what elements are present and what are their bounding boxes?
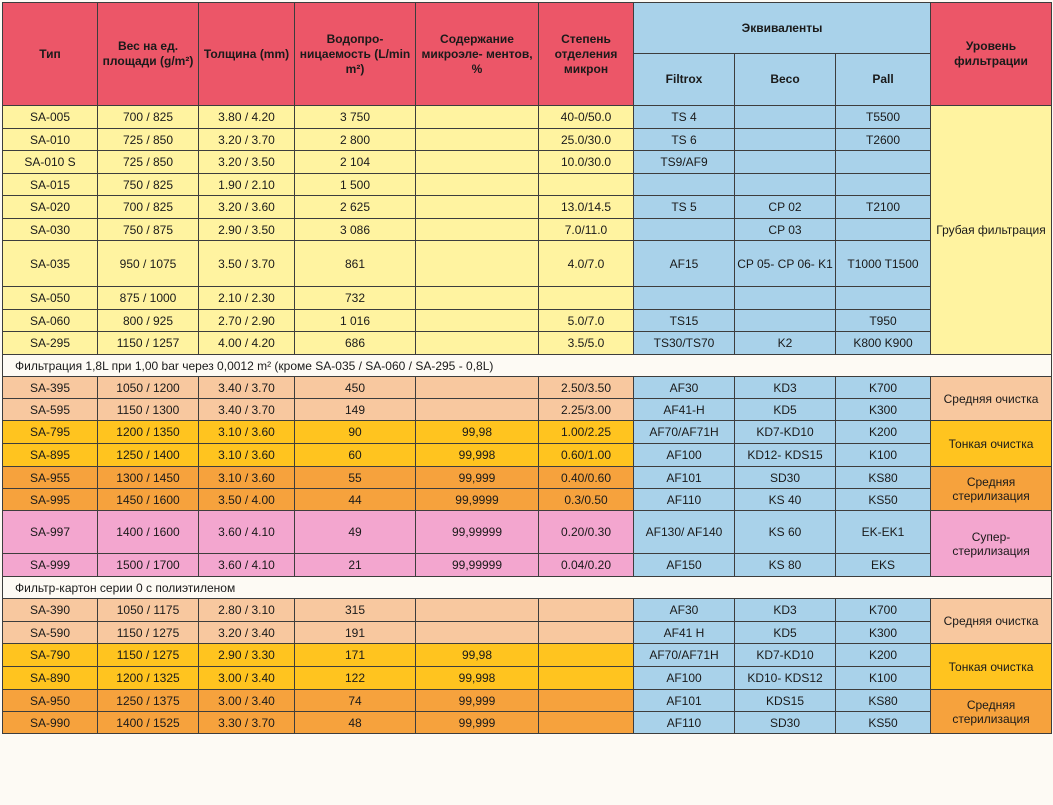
cell-type: SA-015	[3, 174, 98, 196]
cell-separation	[539, 690, 634, 712]
cell-thickness: 3.60 / 4.10	[199, 554, 295, 577]
cell-separation	[539, 287, 634, 310]
cell-permeability: 21	[295, 554, 416, 577]
table-row	[3, 399, 1052, 421]
cell-filtration-level: Средняя стерилизация	[931, 467, 1052, 511]
cell-filtrox: AF30	[634, 599, 735, 622]
cell-filtrox: AF70/AF71H	[634, 644, 735, 667]
cell-thickness: 3.10 / 3.60	[199, 467, 295, 489]
cell-microelements: 99,98	[416, 421, 539, 444]
cell-beco: K2	[735, 332, 836, 355]
cell-filtrox: AF30	[634, 377, 735, 399]
cell-separation: 0.40/0.60	[539, 467, 634, 489]
cell-thickness: 3.50 / 3.70	[199, 241, 295, 287]
cell-weight: 1150 / 1275	[98, 644, 199, 667]
cell-separation	[539, 667, 634, 690]
cell-permeability: 122	[295, 667, 416, 690]
cell-separation: 2.25/3.00	[539, 399, 634, 421]
cell-separation: 5.0/7.0	[539, 310, 634, 332]
cell-microelements	[416, 196, 539, 219]
cell-separation	[539, 174, 634, 196]
cell-type: SA-010 S	[3, 151, 98, 174]
cell-pall: KS50	[836, 489, 931, 511]
cell-type: SA-395	[3, 377, 98, 399]
cell-microelements	[416, 241, 539, 287]
table-row	[3, 511, 1052, 554]
cell-thickness: 3.50 / 4.00	[199, 489, 295, 511]
cell-microelements: 99,9999	[416, 489, 539, 511]
cell-microelements	[416, 129, 539, 151]
cell-thickness: 2.70 / 2.90	[199, 310, 295, 332]
cell-thickness: 3.20 / 3.40	[199, 622, 295, 644]
cell-permeability: 191	[295, 622, 416, 644]
cell-weight: 1200 / 1325	[98, 667, 199, 690]
cell-filtrox: AF130/ AF140	[634, 511, 735, 554]
cell-weight: 1150 / 1275	[98, 622, 199, 644]
cell-separation: 25.0/30.0	[539, 129, 634, 151]
cell-separation	[539, 644, 634, 667]
cell-weight: 725 / 850	[98, 129, 199, 151]
cell-pall: K300	[836, 399, 931, 421]
cell-thickness: 3.30 / 3.70	[199, 712, 295, 734]
cell-thickness: 2.80 / 3.10	[199, 599, 295, 622]
cell-beco: KDS15	[735, 690, 836, 712]
cell-separation: 2.50/3.50	[539, 377, 634, 399]
table-row	[3, 599, 1052, 622]
cell-separation	[539, 622, 634, 644]
cell-permeability: 44	[295, 489, 416, 511]
cell-type: SA-999	[3, 554, 98, 577]
header-pall: Pall	[836, 54, 931, 106]
cell-filtrox: TS 5	[634, 196, 735, 219]
cell-pall: K100	[836, 667, 931, 690]
cell-microelements: 99,99999	[416, 554, 539, 577]
cell-weight: 1050 / 1200	[98, 377, 199, 399]
cell-permeability: 315	[295, 599, 416, 622]
cell-weight: 1250 / 1375	[98, 690, 199, 712]
cell-thickness: 3.20 / 3.50	[199, 151, 295, 174]
cell-beco: KD5	[735, 622, 836, 644]
cell-pall	[836, 287, 931, 310]
cell-pall	[836, 219, 931, 241]
cell-separation: 0.3/0.50	[539, 489, 634, 511]
cell-beco	[735, 106, 836, 129]
cell-beco: KS 80	[735, 554, 836, 577]
table-row	[3, 241, 1052, 287]
cell-thickness: 3.40 / 3.70	[199, 377, 295, 399]
cell-filtration-level: Тонкая очистка	[931, 644, 1052, 690]
cell-separation: 40-0/50.0	[539, 106, 634, 129]
table-row	[3, 287, 1052, 310]
cell-filtrox: AF110	[634, 489, 735, 511]
cell-beco	[735, 287, 836, 310]
header-filtrox: Filtrox	[634, 54, 735, 106]
cell-filtration-level: Средняя очистка	[931, 377, 1052, 421]
table-row	[3, 332, 1052, 355]
cell-filtrox	[634, 174, 735, 196]
cell-beco	[735, 310, 836, 332]
cell-separation	[539, 712, 634, 734]
cell-separation: 1.00/2.25	[539, 421, 634, 444]
cell-thickness: 2.90 / 3.50	[199, 219, 295, 241]
cell-filtrox: TS9/AF9	[634, 151, 735, 174]
cell-separation: 3.5/5.0	[539, 332, 634, 355]
table-note-row	[3, 577, 1052, 599]
cell-microelements	[416, 332, 539, 355]
header-beco: Beco	[735, 54, 836, 106]
cell-pall: KS50	[836, 712, 931, 734]
cell-beco	[735, 151, 836, 174]
cell-type: SA-990	[3, 712, 98, 734]
cell-weight: 700 / 825	[98, 106, 199, 129]
cell-beco: CP 03	[735, 219, 836, 241]
cell-filtration-level: Средняя стерилизация	[931, 690, 1052, 734]
header-weight: Вес на ед. площади (g/m²)	[98, 3, 199, 106]
cell-permeability: 2 625	[295, 196, 416, 219]
cell-pall: EKS	[836, 554, 931, 577]
table-row	[3, 467, 1052, 489]
cell-beco: KS 60	[735, 511, 836, 554]
cell-permeability: 450	[295, 377, 416, 399]
cell-beco: KS 40	[735, 489, 836, 511]
cell-weight: 1200 / 1350	[98, 421, 199, 444]
cell-microelements	[416, 310, 539, 332]
table-row	[3, 196, 1052, 219]
table-row	[3, 106, 1052, 129]
table-note: Фильтрация 1,8L при 1,00 bar через 0,0012 m² (кроме SA-035 / SA-060 / SA-295 - 0,8L)	[3, 355, 1052, 377]
cell-permeability: 60	[295, 444, 416, 467]
cell-weight: 1150 / 1257	[98, 332, 199, 355]
cell-pall: K700	[836, 377, 931, 399]
cell-microelements	[416, 622, 539, 644]
cell-type: SA-895	[3, 444, 98, 467]
cell-pall: K200	[836, 644, 931, 667]
cell-thickness: 3.40 / 3.70	[199, 399, 295, 421]
cell-weight: 1400 / 1600	[98, 511, 199, 554]
header-separation: Степень отделения микрон	[539, 3, 634, 106]
cell-microelements: 99,998	[416, 444, 539, 467]
cell-filtrox	[634, 287, 735, 310]
table-row	[3, 310, 1052, 332]
cell-microelements	[416, 287, 539, 310]
cell-microelements: 99,999	[416, 712, 539, 734]
table-row	[3, 712, 1052, 734]
cell-filtrox: AF101	[634, 690, 735, 712]
cell-pall: EK-EK1	[836, 511, 931, 554]
cell-type: SA-997	[3, 511, 98, 554]
cell-type: SA-955	[3, 467, 98, 489]
cell-weight: 1500 / 1700	[98, 554, 199, 577]
cell-permeability: 2 800	[295, 129, 416, 151]
cell-permeability: 74	[295, 690, 416, 712]
cell-thickness: 3.10 / 3.60	[199, 421, 295, 444]
table-row	[3, 667, 1052, 690]
cell-filtrox: AF101	[634, 467, 735, 489]
cell-type: SA-590	[3, 622, 98, 644]
cell-weight: 1150 / 1300	[98, 399, 199, 421]
cell-pall: T950	[836, 310, 931, 332]
cell-separation: 10.0/30.0	[539, 151, 634, 174]
cell-microelements	[416, 599, 539, 622]
cell-type: SA-795	[3, 421, 98, 444]
header-filtration-level: Уровень фильтрации	[931, 3, 1052, 106]
cell-type: SA-005	[3, 106, 98, 129]
cell-pall: KS80	[836, 467, 931, 489]
cell-filtrox: TS 6	[634, 129, 735, 151]
cell-filtrox: AF41-H	[634, 399, 735, 421]
cell-microelements	[416, 106, 539, 129]
cell-separation	[539, 599, 634, 622]
cell-pall: T2600	[836, 129, 931, 151]
cell-filtrox: AF15	[634, 241, 735, 287]
header-microelements: Содержание микроэле- ментов, %	[416, 3, 539, 106]
cell-weight: 700 / 825	[98, 196, 199, 219]
table-note-row	[3, 355, 1052, 377]
cell-separation: 0.20/0.30	[539, 511, 634, 554]
cell-permeability: 48	[295, 712, 416, 734]
cell-filtrox: AF150	[634, 554, 735, 577]
cell-pall: K800 K900	[836, 332, 931, 355]
cell-weight: 750 / 825	[98, 174, 199, 196]
cell-weight: 1250 / 1400	[98, 444, 199, 467]
cell-permeability: 149	[295, 399, 416, 421]
table-row	[3, 489, 1052, 511]
cell-beco: KD3	[735, 599, 836, 622]
cell-weight: 1450 / 1600	[98, 489, 199, 511]
cell-microelements: 99,999	[416, 690, 539, 712]
table-body	[3, 106, 1052, 734]
cell-pall: K100	[836, 444, 931, 467]
cell-thickness: 2.90 / 3.30	[199, 644, 295, 667]
cell-filtrox: TS15	[634, 310, 735, 332]
table-row	[3, 174, 1052, 196]
cell-pall: T2100	[836, 196, 931, 219]
cell-weight: 750 / 875	[98, 219, 199, 241]
cell-thickness: 1.90 / 2.10	[199, 174, 295, 196]
cell-thickness: 3.00 / 3.40	[199, 690, 295, 712]
table-row	[3, 219, 1052, 241]
table-row	[3, 444, 1052, 467]
cell-weight: 1400 / 1525	[98, 712, 199, 734]
cell-weight: 950 / 1075	[98, 241, 199, 287]
cell-thickness: 3.80 / 4.20	[199, 106, 295, 129]
cell-microelements	[416, 399, 539, 421]
cell-permeability: 686	[295, 332, 416, 355]
cell-microelements: 99,999	[416, 467, 539, 489]
cell-type: SA-010	[3, 129, 98, 151]
table-row	[3, 644, 1052, 667]
cell-type: SA-020	[3, 196, 98, 219]
cell-type: SA-995	[3, 489, 98, 511]
cell-type: SA-595	[3, 399, 98, 421]
cell-microelements	[416, 219, 539, 241]
cell-pall	[836, 151, 931, 174]
table-row	[3, 421, 1052, 444]
filter-spec-table	[2, 2, 1052, 734]
cell-permeability: 3 086	[295, 219, 416, 241]
cell-beco: KD5	[735, 399, 836, 421]
cell-type: SA-390	[3, 599, 98, 622]
cell-filtration-level: Грубая фильтрация	[931, 106, 1052, 355]
cell-separation: 13.0/14.5	[539, 196, 634, 219]
cell-permeability: 49	[295, 511, 416, 554]
cell-permeability: 90	[295, 421, 416, 444]
cell-type: SA-790	[3, 644, 98, 667]
cell-separation: 0.60/1.00	[539, 444, 634, 467]
cell-permeability: 861	[295, 241, 416, 287]
cell-microelements	[416, 174, 539, 196]
cell-weight: 875 / 1000	[98, 287, 199, 310]
cell-thickness: 3.60 / 4.10	[199, 511, 295, 554]
cell-beco: KD12- KDS15	[735, 444, 836, 467]
cell-microelements	[416, 151, 539, 174]
cell-microelements	[416, 377, 539, 399]
cell-thickness: 3.20 / 3.60	[199, 196, 295, 219]
header-equivalents: Эквиваленты	[634, 3, 931, 54]
table-row	[3, 377, 1052, 399]
table-row	[3, 129, 1052, 151]
cell-beco: CP 02	[735, 196, 836, 219]
cell-thickness: 2.10 / 2.30	[199, 287, 295, 310]
cell-filtrox: AF100	[634, 444, 735, 467]
header-permeability: Водопро- ницаемость (L/min m²)	[295, 3, 416, 106]
cell-microelements: 99,99999	[416, 511, 539, 554]
table-note: Фильтр-картон серии 0 с полиэтиленом	[3, 577, 1052, 599]
cell-filtration-level: Средняя очистка	[931, 599, 1052, 644]
cell-pall: K200	[836, 421, 931, 444]
cell-pall	[836, 174, 931, 196]
cell-beco: SD30	[735, 712, 836, 734]
cell-filtration-level: Супер- стерилизация	[931, 511, 1052, 577]
cell-filtrox: AF110	[634, 712, 735, 734]
cell-permeability: 1 500	[295, 174, 416, 196]
cell-weight: 800 / 925	[98, 310, 199, 332]
cell-thickness: 3.20 / 3.70	[199, 129, 295, 151]
cell-filtrox: TS30/TS70	[634, 332, 735, 355]
cell-type: SA-035	[3, 241, 98, 287]
cell-beco	[735, 129, 836, 151]
cell-beco: SD30	[735, 467, 836, 489]
cell-filtration-level: Тонкая очистка	[931, 421, 1052, 467]
cell-thickness: 3.10 / 3.60	[199, 444, 295, 467]
cell-beco: KD3	[735, 377, 836, 399]
cell-pall: KS80	[836, 690, 931, 712]
cell-type: SA-295	[3, 332, 98, 355]
cell-microelements: 99,98	[416, 644, 539, 667]
cell-weight: 725 / 850	[98, 151, 199, 174]
cell-pall: K700	[836, 599, 931, 622]
table-row	[3, 151, 1052, 174]
cell-type: SA-050	[3, 287, 98, 310]
cell-thickness: 4.00 / 4.20	[199, 332, 295, 355]
cell-pall: T1000 T1500	[836, 241, 931, 287]
cell-filtrox: TS 4	[634, 106, 735, 129]
cell-type: SA-030	[3, 219, 98, 241]
table-row	[3, 554, 1052, 577]
cell-type: SA-060	[3, 310, 98, 332]
cell-permeability: 3 750	[295, 106, 416, 129]
cell-filtrox	[634, 219, 735, 241]
cell-thickness: 3.00 / 3.40	[199, 667, 295, 690]
table-row	[3, 690, 1052, 712]
cell-type: SA-950	[3, 690, 98, 712]
cell-weight: 1300 / 1450	[98, 467, 199, 489]
cell-pall: K300	[836, 622, 931, 644]
table-row	[3, 622, 1052, 644]
cell-weight: 1050 / 1175	[98, 599, 199, 622]
cell-permeability: 2 104	[295, 151, 416, 174]
cell-permeability: 171	[295, 644, 416, 667]
cell-separation: 0.04/0.20	[539, 554, 634, 577]
cell-beco: KD7-KD10	[735, 644, 836, 667]
cell-filtrox: AF100	[634, 667, 735, 690]
cell-permeability: 732	[295, 287, 416, 310]
cell-beco: KD7-KD10	[735, 421, 836, 444]
cell-microelements: 99,998	[416, 667, 539, 690]
cell-permeability: 55	[295, 467, 416, 489]
cell-filtrox: AF41 H	[634, 622, 735, 644]
cell-pall: T5500	[836, 106, 931, 129]
cell-beco: CP 05- CP 06- K1	[735, 241, 836, 287]
cell-type: SA-890	[3, 667, 98, 690]
cell-separation: 7.0/11.0	[539, 219, 634, 241]
header-type: Тип	[3, 3, 98, 106]
cell-separation: 4.0/7.0	[539, 241, 634, 287]
cell-filtrox: AF70/AF71H	[634, 421, 735, 444]
cell-beco	[735, 174, 836, 196]
cell-permeability: 1 016	[295, 310, 416, 332]
cell-beco: KD10- KDS12	[735, 667, 836, 690]
header-thickness: Толщина (mm)	[199, 3, 295, 106]
